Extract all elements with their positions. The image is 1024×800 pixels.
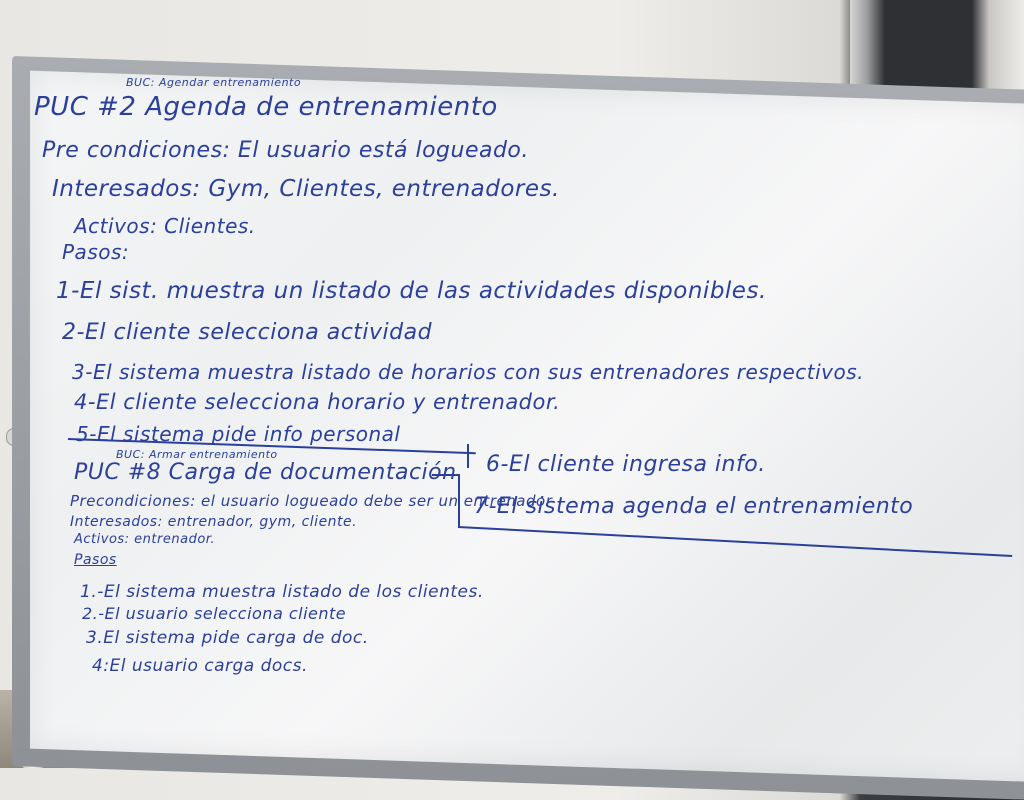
uc1-step: 5-El sistema pide info personal [76, 422, 401, 446]
uc2-actors: Activos: entrenador. [74, 532, 216, 547]
uc1-stakeholders: Interesados: Gym, Clientes, entrenadores. [52, 176, 560, 202]
uc1-title: PUC #2 Agenda de entrenamiento [34, 92, 498, 122]
uc2-step: 1.-El sistema muestra listado de los clientes. [80, 582, 484, 602]
uc2-title: PUC #8 Carga de documentación [74, 460, 457, 485]
uc1-steps-label: Pasos: [62, 240, 130, 264]
uc1-step: 7-El sistema agenda el entrenamiento [474, 494, 914, 519]
uc2-preconditions: Precondiciones: el usuario logueado debe ser un entrenador [70, 492, 553, 510]
uc2-steps-label: Pasos [74, 552, 117, 568]
uc1-preconditions: Pre condiciones: El usuario está logueado. [42, 138, 529, 163]
whiteboard-writing [12, 56, 1024, 768]
uc1-tag: BUC: Agendar entrenamiento [126, 76, 302, 89]
uc1-step: 2-El cliente selecciona actividad [62, 320, 433, 345]
divider-line [467, 444, 469, 468]
uc2-step: 2.-El usuario selecciona cliente [82, 604, 347, 623]
uc1-step: 4-El cliente selecciona horario y entrenador. [74, 390, 561, 414]
uc2-stakeholders: Interesados: entrenador, gym, cliente. [70, 514, 358, 530]
uc1-step: 3-El sistema muestra listado de horarios con sus entrenadores respectivos. [72, 360, 864, 384]
uc2-step: 4:El usuario carga docs. [92, 656, 308, 676]
uc1-step: 1-El sist. muestra un listado de las actividades disponibles. [56, 278, 767, 304]
uc1-step: 6-El cliente ingresa info. [486, 452, 766, 477]
uc2-tag: BUC: Armar entrenamiento [116, 448, 278, 461]
divider-line [458, 526, 1012, 557]
uc1-actors: Activos: Clientes. [74, 214, 256, 238]
uc2-step: 3.El sistema pide carga de doc. [86, 628, 369, 648]
